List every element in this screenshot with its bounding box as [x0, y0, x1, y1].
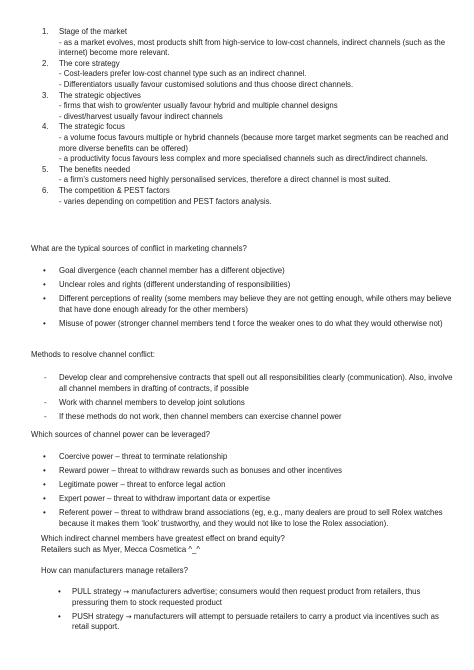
brand-equity-question: Which indirect channel members have greatest effect on brand equity?: [41, 534, 285, 543]
list-number: 4.: [42, 122, 49, 132]
dash-icon: -: [44, 373, 47, 382]
manage-retailers-question: How can manufacturers manage retailers?: [41, 566, 188, 575]
item-detail: - a productivity focus favours less complex and more specialised channels such as direct/indirect channels.: [59, 154, 428, 164]
arrow-right-icon: →: [125, 612, 132, 621]
item-title: The benefits needed: [59, 164, 131, 174]
list-item: [0, 165, 474, 186]
list-item: [0, 186, 474, 207]
item-detail: - Cost-leaders prefer low-cost channel type such as an indirect channel.: [59, 69, 307, 79]
item-text: Goal divergence (each channel member has a different objective): [59, 266, 285, 275]
item-detail: - firms that wish to grow/enter usually favour hybrid and multiple channel designs: [59, 101, 338, 111]
list-item: [0, 91, 474, 123]
list-item: [0, 373, 474, 394]
item-title: The core strategy: [59, 58, 120, 68]
list-number: 6.: [42, 185, 49, 195]
item-title: The competition & PEST factors: [59, 185, 170, 195]
bullet-icon: •: [43, 318, 46, 328]
bullet-icon: •: [43, 266, 46, 275]
item-text: Legitimate power – threat to enforce legal action: [59, 479, 226, 489]
list-item: [0, 266, 474, 277]
item-text: Misuse of power (stronger channel members tend t force the weaker ones to do what they would otherwise not): [59, 318, 443, 328]
item-text: Referent power – threat to withdraw brand associations (eg, e.g., many dealers are proud to sell Rolex watches because it makes them ‘look’ trustworthy, and they would not like to lose the Rolex association).: [59, 507, 443, 528]
list-item: [0, 398, 474, 409]
strategy-label: PUSH strategy: [72, 611, 124, 621]
item-text: Expert power – threat to withdraw important data or expertise: [59, 493, 271, 503]
resolve-conflict-heading: Methods to resolve channel conflict:: [31, 350, 155, 359]
list-item: [0, 508, 474, 529]
item-text: manufacturers will attempt to persuade retailers to carry a product via incentives such as retail support.: [72, 611, 439, 632]
brand-equity-answer: Retailers such as Myer, Mecca Cosmetica ^_^: [41, 545, 200, 554]
list-item: [0, 280, 474, 291]
channel-design-factors-list: [0, 27, 474, 207]
bullet-icon: •: [43, 465, 46, 475]
list-item: [0, 59, 474, 91]
item-title: The strategic objectives: [59, 90, 141, 100]
dash-icon: -: [44, 411, 47, 421]
list-item: [0, 612, 474, 633]
item-detail: - a volume focus favours multiple or hybrid channels (because more target market segments can be reached and more diverse benefits can be offered): [59, 132, 449, 153]
item-text: Develop clear and comprehensive contracts that spell out all responsibilities clearly (communication). Also, involve all channel members in drafting of contracts, if possible: [59, 373, 453, 393]
channel-power-question: Which sources of channel power can be leveraged?: [31, 430, 211, 439]
item-text: manufacturers advertise; consumers would then request product from retailers, thus pressuring them to stock requested product: [72, 587, 421, 607]
resolve-conflict-list: [0, 373, 474, 426]
conflict-sources-list: [0, 266, 474, 333]
arrow-right-icon: →: [123, 588, 130, 596]
item-detail: - a firm’s customers need highly personalised services, therefore a direct channel is most suited.: [59, 175, 391, 185]
list-number: 3.: [42, 90, 49, 100]
list-item: [0, 412, 474, 423]
list-number: 2.: [42, 58, 49, 68]
bullet-icon: •: [43, 452, 46, 461]
bullet-icon: •: [43, 279, 46, 289]
list-item: [0, 494, 474, 505]
list-item: [0, 480, 474, 491]
item-title: Stage of the market: [59, 27, 128, 36]
item-title: The strategic focus: [59, 122, 125, 132]
list-number: 5.: [42, 164, 49, 174]
bullet-icon: •: [43, 507, 46, 517]
manage-retailers-list: [0, 587, 474, 636]
channel-power-list: [0, 452, 474, 533]
list-item: [0, 466, 474, 477]
list-item: [0, 122, 474, 164]
dash-icon: -: [44, 397, 47, 407]
bullet-icon: •: [58, 587, 61, 596]
item-text: Unclear roles and rights (different understanding of responsibilities): [59, 279, 291, 289]
list-number: 1.: [42, 27, 49, 36]
bullet-icon: •: [43, 293, 46, 303]
list-item: [0, 27, 474, 59]
bullet-icon: •: [43, 493, 46, 503]
item-detail: - as a market evolves, most products shift from high-service to low-cost channels, indirect channels (such as the internet) become more relevant.: [59, 37, 446, 58]
strategy-label: PULL strategy: [72, 587, 122, 596]
list-item: [0, 294, 474, 315]
item-detail: - Differentiators usually favour customised solutions and thus choose direct channels.: [59, 79, 354, 89]
item-detail: - varies depending on competition and PEST factors analysis.: [59, 196, 272, 206]
list-item: [0, 587, 474, 608]
list-item: [0, 452, 474, 463]
item-text: Work with channel members to develop joint solutions: [59, 397, 245, 407]
item-text: Coercive power – threat to terminate relationship: [59, 452, 228, 461]
bullet-icon: •: [43, 479, 46, 489]
item-text: Reward power – threat to withdraw rewards such as bonuses and other incentives: [59, 465, 343, 475]
conflict-sources-question: What are the typical sources of conflict in marketing channels?: [31, 244, 247, 253]
list-item: [0, 319, 474, 330]
bullet-icon: •: [58, 611, 61, 621]
item-text: If these methods do not work, then channel members can exercise channel power: [59, 411, 342, 421]
item-text: Different perceptions of reality (some members may believe they are not getting enough, while others may believe that have done enough already for the other members): [59, 293, 452, 314]
item-detail: - divest/harvest usually favour indirect channels: [59, 111, 223, 121]
